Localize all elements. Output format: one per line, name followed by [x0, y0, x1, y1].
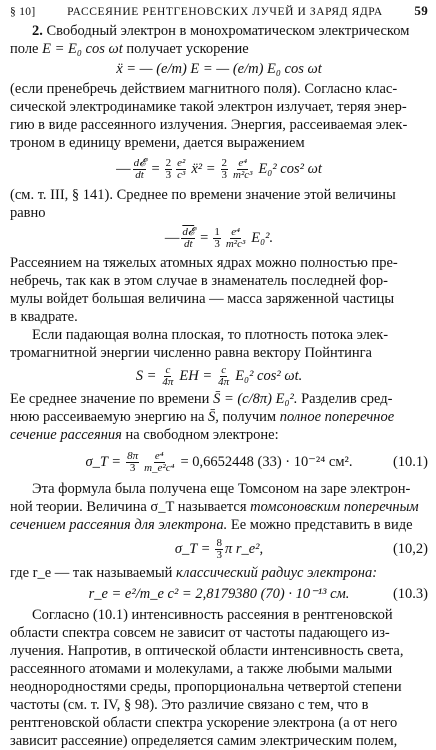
- formula-part: ẍ² =: [191, 161, 216, 177]
- equation-10-3: [10, 582, 428, 606]
- denominator: m²c³: [233, 168, 253, 181]
- fraction: [225, 227, 246, 250]
- italic-term: сечение рассеяния: [10, 427, 122, 443]
- numerator: d𝓔: [182, 225, 195, 238]
- paragraph-thomson: [10, 480, 428, 534]
- paragraph-radius: [10, 564, 428, 582]
- text-line: Рассеянием на тяжелых атомных ядрах можно полностью пре-: [10, 255, 398, 271]
- numerator: c: [221, 363, 227, 376]
- text-line: ной теории. Величина σ_T называется: [10, 499, 247, 515]
- numerator: e⁴: [231, 225, 240, 238]
- numerator: e⁴: [154, 449, 164, 462]
- denominator: dt: [183, 237, 193, 250]
- numerator: 2: [165, 156, 172, 169]
- italic-term: полное поперечное: [279, 409, 395, 425]
- text-line: Согласно (10.1) интенсивность рассеяния в рентгеновской: [32, 607, 393, 623]
- text-line: сической электродинамике такой электрон излучает, теряя энер-: [10, 99, 407, 115]
- text-line: гию в виде рассеянного излучения. Энергия, рассеиваемая элек-: [10, 117, 408, 133]
- text-line: Ее среднее значение по времени: [10, 391, 210, 407]
- formula: r_e = e²/m_e c² = 2,8179380 (70) · 10⁻¹³ см.: [88, 586, 350, 602]
- denominator: 4π: [218, 375, 230, 388]
- numerator: 8: [216, 536, 222, 549]
- equation-10-2: [10, 534, 428, 564]
- numerator: d𝓔: [133, 156, 146, 169]
- paragraph-average: [10, 186, 428, 222]
- fraction: [217, 365, 230, 388]
- denominator: 3: [216, 548, 222, 561]
- italic-term: томсоновским поперечным: [250, 499, 419, 515]
- fraction: [176, 158, 186, 181]
- formula-part: σ_T =: [174, 541, 211, 557]
- text-line: равно: [10, 205, 46, 221]
- denominator: c³: [177, 168, 186, 181]
- formula-part: EH =: [179, 368, 213, 384]
- text-line: мулы войдет большая величина — масса заряженной частицы: [10, 291, 395, 307]
- fraction: [232, 158, 253, 181]
- formula-part: σ_T =: [85, 454, 122, 470]
- text-line: Свободный электрон в монохроматическом электрическом: [46, 23, 410, 39]
- text-line: рентгеновской области спектра ускорение электрона (а от него: [10, 715, 398, 731]
- fraction: [126, 451, 139, 474]
- formula-part: E₀².: [251, 230, 274, 246]
- text-line: Эта формула была получена еще Томсоном на заре электрон-: [32, 481, 411, 497]
- fraction: [215, 538, 223, 561]
- paragraph-radiation: [10, 80, 428, 152]
- minus-sign: —: [164, 230, 180, 246]
- italic-term: сечением рассеяния для электрона.: [10, 517, 228, 533]
- section-ref: § 10]: [10, 6, 36, 18]
- denominator: dt: [135, 168, 144, 181]
- formula-part: E₀² cos² ωt.: [235, 368, 303, 384]
- minus-sign: —: [116, 161, 131, 177]
- text-line: нюю рассеиваемую энергию на: [10, 409, 205, 425]
- formula-part: = 0,6652448 (33) · 10⁻²⁴ см².: [180, 454, 353, 470]
- inline-formula: E = E₀ cos ωt: [42, 41, 123, 57]
- equation-number: (10.1): [392, 454, 428, 470]
- paragraph-nuclei: [10, 254, 428, 326]
- denominator: m_e²c⁴: [144, 461, 175, 474]
- text-line: неоднородностями среды, пропорциональна четвертой степени: [10, 679, 402, 695]
- text-line: лучения. Напротив, в оптической области интенсивность света,: [10, 643, 404, 659]
- paragraph-2: [10, 22, 428, 58]
- text-line: Если падающая волна плоская, то плотность потока элек-: [32, 327, 389, 343]
- denominator: 3: [214, 237, 220, 250]
- inline-formula: S̄ = (c/8π) E₀².: [213, 391, 298, 407]
- numerator: 2: [221, 156, 228, 169]
- numerator: e⁴: [238, 156, 248, 169]
- fraction: [133, 158, 147, 181]
- denominator: 4π: [162, 375, 174, 388]
- running-header: [10, 2, 428, 22]
- equals-sign: =: [151, 161, 160, 177]
- equation-acceleration: [10, 58, 428, 80]
- running-title: РАССЕЯНИЕ РЕНТГЕНОВСКИХ ЛУЧЕЙ И ЗАРЯД ЯДРА: [67, 6, 383, 18]
- paragraph-cross-section: [10, 390, 428, 444]
- fraction: [161, 365, 174, 388]
- text-line: частоты (см. т. IV, § 98). Это различие связано с тем, что в: [10, 697, 369, 713]
- text-line: рассеянного атомами и молекулами, а также любыми малыми: [10, 661, 393, 677]
- text-line: тромагнитной энергии численно равна вектору Пойнтинга: [10, 345, 372, 361]
- denominator: 3: [221, 168, 228, 181]
- page-number: 59: [414, 3, 428, 18]
- fraction: [213, 227, 221, 250]
- equals-sign: =: [200, 230, 209, 246]
- numerator: e²: [177, 156, 186, 169]
- equation-poynting: [10, 362, 428, 390]
- fraction: [181, 227, 195, 250]
- text-line: троном в единицу времени, дается выражением: [10, 135, 305, 151]
- numerator: 1: [214, 225, 220, 238]
- equation-number: (10.3): [392, 586, 428, 602]
- text-line: (см. т. III, § 141). Среднее по времени значение этой величины: [10, 187, 396, 203]
- fraction: [143, 451, 175, 474]
- denominator: 3: [165, 168, 172, 181]
- numerator: 8π: [127, 449, 139, 462]
- equation-number: (10,2): [392, 541, 428, 557]
- text-line: (если пренебречь действием магнитного поля). Согласно клас-: [10, 81, 398, 97]
- text-line: получим: [222, 409, 277, 425]
- denominator: 3: [129, 461, 136, 474]
- text-line: получает ускорение: [126, 41, 249, 57]
- italic-term: классический радиус электрона:: [176, 565, 378, 581]
- formula: ẍ = — (e/m) E = — (e/m) E₀ cos ωt: [116, 61, 322, 77]
- text-line: области спектра совсем не зависит от частоты падающего из-: [10, 625, 390, 641]
- paragraph-plane-wave: [10, 326, 428, 362]
- text-line: где r_e — так называемый: [10, 565, 173, 581]
- equation-energy-loss: [10, 152, 428, 186]
- paragraph-frequency: [10, 606, 428, 750]
- text-line: на свободном электроне:: [125, 427, 279, 443]
- formula-part: E₀² cos² ωt: [258, 161, 322, 177]
- text-line: небречь, так как в этом случае в знаменатель последней фор-: [10, 273, 388, 289]
- fraction: [221, 158, 229, 181]
- text-line: зависит рассеяние) определяется самим электрическим полем,: [10, 733, 398, 749]
- text-line: в квадрате.: [10, 309, 78, 325]
- formula-part: π r_e²,: [224, 541, 264, 557]
- text-line: поле: [10, 41, 39, 57]
- text-line: Разделив сред-: [301, 391, 393, 407]
- equation-10-1: [10, 444, 428, 480]
- item-number: 2.: [32, 23, 43, 39]
- inline-formula: S̄,: [208, 409, 219, 425]
- formula-part: S =: [135, 368, 157, 384]
- fraction: [165, 158, 173, 181]
- numerator: c: [165, 363, 171, 376]
- equation-average-energy: [10, 222, 428, 254]
- text-line: Ее можно представить в виде: [230, 517, 413, 533]
- denominator: m²c³: [225, 237, 246, 250]
